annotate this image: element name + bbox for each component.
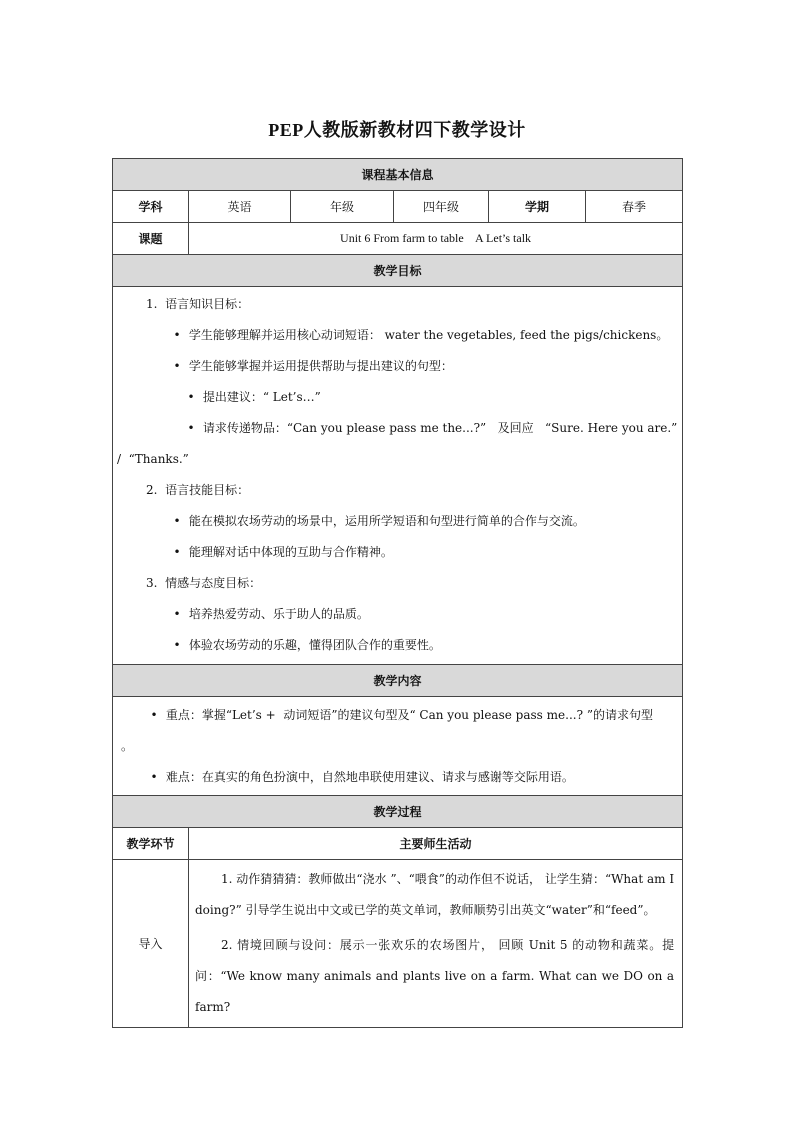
objective-line: 2. 语言技能目标： xyxy=(146,483,250,497)
content-line: • 难点：在真实的角色扮演中，自然地串联使用建议、请求与感谢等交际用语。 xyxy=(150,770,574,784)
objective-line: • 能理解对话中体现的互助与合作精神。 xyxy=(173,545,393,559)
process-row xyxy=(113,860,683,1028)
grade-value: 四年级 xyxy=(394,191,489,223)
objective-line: • 学生能够理解并运用核心动词短语： water the vegetables, feed the pigs/chickens。 xyxy=(173,328,669,342)
content-section-title: 教学内容 xyxy=(113,665,683,697)
topic-label: 课题 xyxy=(113,223,189,255)
objective-line: 1. 语言知识目标： xyxy=(146,297,250,311)
content-line: 。 xyxy=(121,739,134,753)
objectives-section-row xyxy=(113,255,683,287)
objective-line: / “Thanks.” xyxy=(117,452,189,466)
objective-line: • 培养热爱劳动、乐于助人的品质。 xyxy=(173,607,369,621)
term-label: 学期 xyxy=(489,191,586,223)
grade-label: 年级 xyxy=(291,191,394,223)
stage-column-header: 教学环节 xyxy=(113,828,189,860)
process-header-row xyxy=(113,828,683,860)
objectives-section-title: 教学目标 xyxy=(113,255,683,287)
topic-value: Unit 6 From farm to table A Let’s talk xyxy=(189,223,683,255)
objective-line: • 体验农场劳动的乐趣，懂得团队合作的重要性。 xyxy=(173,638,441,652)
stage-name: 导入 xyxy=(113,860,189,1028)
topic-row xyxy=(113,223,683,255)
page-title: PEP人教版新教材四下教学设计 xyxy=(268,120,526,140)
objective-line: 3. 情感与态度目标： xyxy=(146,576,262,590)
basic-info-section-row xyxy=(113,159,683,191)
objective-line: • 学生能够掌握并运用提供帮助与提出建议的句型： xyxy=(173,359,453,373)
objective-line: • 能在模拟农场劳动的场景中，运用所学短语和句型进行简单的合作与交流。 xyxy=(173,514,585,528)
content-body-row xyxy=(113,697,683,796)
activity-column-header: 主要师生活动 xyxy=(189,828,683,860)
objectives-content xyxy=(113,287,683,665)
content-body xyxy=(113,697,683,796)
activity-paragraph: 2. 情境回顾与设问：展示一张欢乐的农场图片， 回顾 Unit 5 的动物和蔬菜。提问：“We know many animals and plants live on a farm. What can we DO on a farm? xyxy=(195,938,675,1014)
process-section-row xyxy=(113,796,683,828)
activity-content xyxy=(189,860,683,1028)
process-section-title: 教学过程 xyxy=(113,796,683,828)
term-value: 春季 xyxy=(586,191,683,223)
objective-line: • 请求传递物品：“Can you please pass me the...?” 及回应 “Sure. Here you are.” xyxy=(187,421,678,435)
lesson-plan-table xyxy=(112,158,683,1028)
activity-paragraph: 1. 动作猜猜猜：教师做出“浇水 ”、“喂食”的动作但不说话， 让学生猜：“What am I doing?” 引导学生说出中文或已学的英文单词，教师顺势引出英文“water”和“feed”。 xyxy=(195,872,675,917)
subject-value: 英语 xyxy=(189,191,291,223)
subject-label: 学科 xyxy=(113,191,189,223)
objectives-content-row xyxy=(113,287,683,665)
basic-info-section-title: 课程基本信息 xyxy=(113,159,683,191)
basic-info-row xyxy=(113,191,683,223)
content-line: • 重点：掌握“Let’s + 动词短语”的建议句型及“ Can you please pass me...? ”的请求句型 xyxy=(150,708,653,722)
objective-line: • 提出建议：“ Let’s…” xyxy=(187,390,321,404)
content-section-row xyxy=(113,665,683,697)
